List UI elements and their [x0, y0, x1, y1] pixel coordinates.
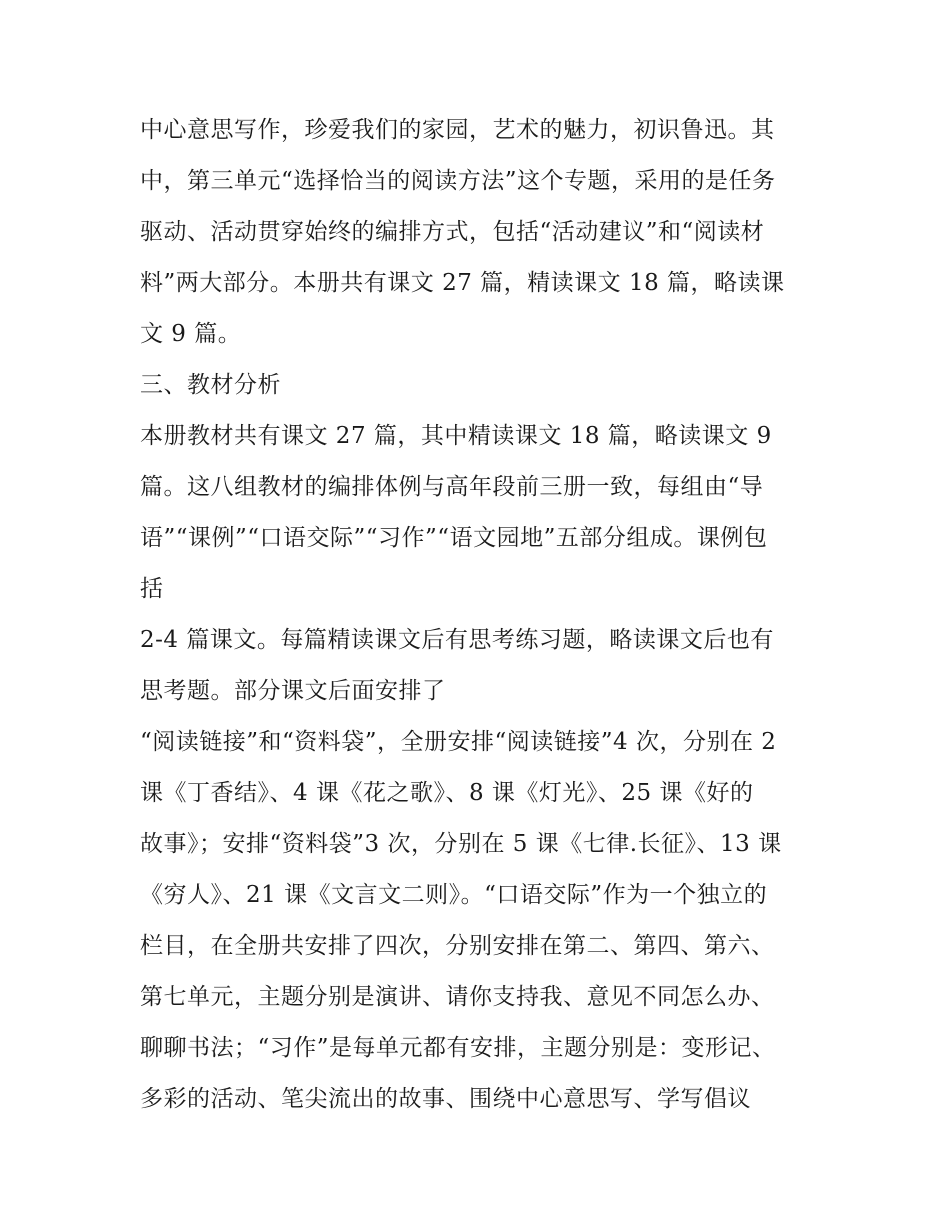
- section-heading: 三、教材分析: [140, 372, 281, 398]
- body-text: [140, 105, 820, 1125]
- text-line: 本册教材共有课文 27 篇，其中精读课文 18 篇，略读课文 9: [140, 423, 772, 449]
- text-line: 中，第三单元“选择恰当的阅读方法”这个专题，采用的是任务: [140, 168, 776, 194]
- text-line: 课《丁香结》、4 课《花之歌》、8 课《灯光》、25 课《好的: [140, 780, 754, 806]
- text-line: 栏目，在全册共安排了四次，分别安排在第二、第四、第六、: [140, 933, 775, 959]
- text-line: 料”两大部分。本册共有课文 27 篇，精读课文 18 篇，略读课: [140, 270, 785, 296]
- text-line: 第七单元，主题分别是演讲、请你支持我、意见不同怎么办、: [140, 984, 775, 1010]
- text-line: 中心意思写作，珍爱我们的家园，艺术的魅力，初识鲁迅。其: [140, 117, 775, 143]
- text-line: 文 9 篇。: [140, 321, 242, 347]
- text-line: 语”“课例”“口语交际”“习作”“语文园地”五部分组成。课例包: [140, 525, 768, 551]
- text-line: 篇。这八组教材的编排体例与高年段前三册一致，每组由“导: [140, 474, 764, 500]
- text-line: 多彩的活动、笔尖流出的故事、围绕中心意思写、学写倡议: [140, 1086, 751, 1112]
- text-line: 2-4 篇课文。每篇精读课文后有思考练习题，略读课文后也有: [140, 627, 774, 653]
- text-line: 聊聊书法；“习作”是每单元都有安排，主题分别是：变形记、: [140, 1035, 776, 1061]
- text-line: 故事》；安排“资料袋”3 次，分别在 5 课《七律.长征》、13 课: [140, 831, 782, 857]
- text-line: 《穷人》、21 课《文言文二则》。“口语交际”作为一个独立的: [140, 882, 768, 908]
- text-line: 括: [140, 576, 164, 602]
- text-line: “阅读链接”和“资料袋”，全册安排“阅读链接”4 次，分别在 2: [140, 729, 777, 755]
- text-line: 驱动、活动贯穿始终的编排方式，包括“活动建议”和“阅读材: [140, 219, 765, 245]
- text-line: 思考题。部分课文后面安排了: [140, 678, 446, 704]
